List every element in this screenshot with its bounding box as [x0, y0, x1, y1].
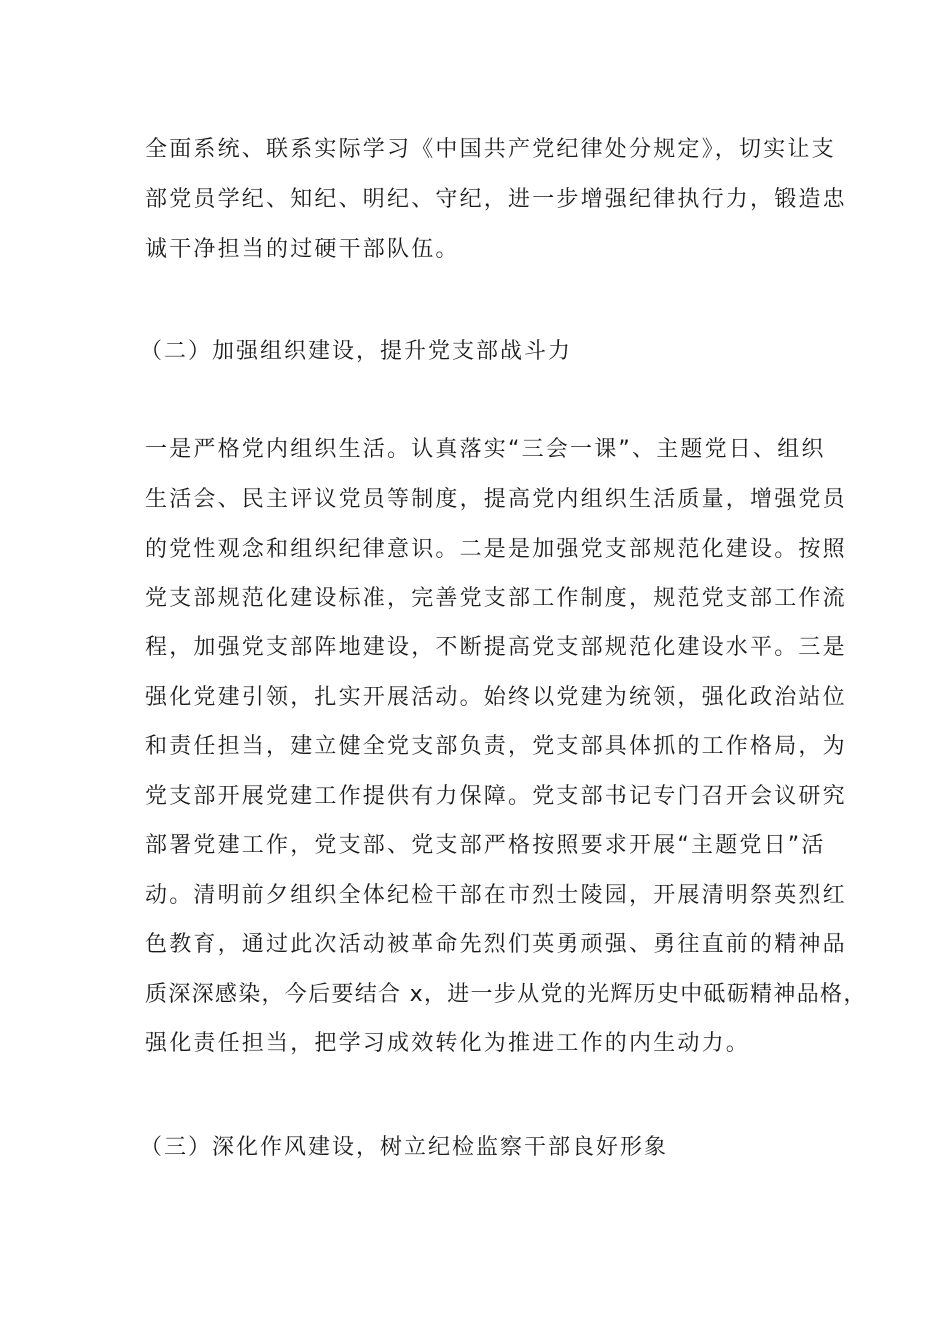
paragraph-1-line-1: 全面系统、联系实际学习《中国共产党纪律处分规定》，切实让支 [145, 137, 836, 162]
paragraph-2-line-7: 和责任担当，建立健全党支部负责，党支部具体抓的工作格局，为 [145, 734, 847, 759]
paragraph-2-line-2: 生活会、民主评议党员等制度，提高党内组织生活质量，增强党员 [145, 487, 847, 512]
paragraph-2-line-4: 党支部规范化建设标准，完善党支部工作制度，规范党支部工作流 [145, 586, 847, 611]
paragraph-2-line-9: 部署党建工作，党支部、党支部严格按照要求开展“主题党日”活 [145, 833, 826, 858]
paragraph-2-line-5: 程，加强党支部阵地建设，不断提高党支部规范化建设水平。三是 [145, 635, 847, 660]
section-heading-3: （三）深化作风建设，树立纪检监察干部良好形象 [140, 1135, 669, 1160]
paragraph-2-line-8: 党支部开展党建工作提供有力保障。党支部书记专门召开会议研究 [145, 784, 847, 809]
section-heading-2: （二）加强组织建设，提升党支部战斗力 [140, 339, 573, 364]
paragraph-2-line-3: 的党性观念和组织纪律意识。二是是加强党支部规范化建设。按照 [145, 537, 847, 562]
paragraph-2-line-1: 一是严格党内组织生活。认真落实“三会一课”、主题党日、组织 [145, 437, 826, 462]
paragraph-2-line-13: 强化责任担当，把学习成效转化为推进工作的内生动力。 [145, 1031, 751, 1056]
paragraph-2-line-10: 动。清明前夕组织全体纪检干部在市烈士陵园，开展清明祭英烈红 [145, 883, 847, 908]
paragraph-2-line-12: 质深深感染，今后要结合 x，进一步从党的光辉历史中砥砺精神品格， [145, 982, 867, 1007]
paragraph-1-line-2: 部党员学纪、知纪、明纪、守纪，进一步增强纪律执行力，锻造忠 [145, 187, 847, 212]
paragraph-2-line-6: 强化党建引领，扎实开展活动。始终以党建为统领，强化政治站位 [145, 685, 847, 710]
paragraph-1-line-3: 诚干净担当的过硬干部队伍。 [145, 237, 460, 262]
paragraph-2-line-11: 色教育，通过此次活动被革命先烈们英勇顽强、勇往直前的精神品 [145, 932, 847, 957]
